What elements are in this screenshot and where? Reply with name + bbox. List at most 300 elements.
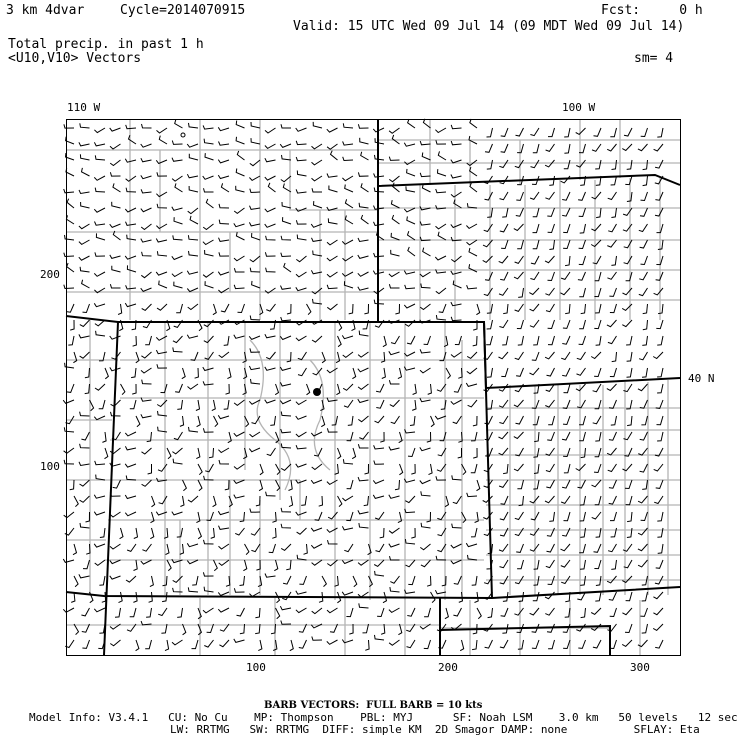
wind-barb	[427, 576, 431, 586]
wind-barb	[131, 368, 136, 378]
wind-barb	[451, 400, 462, 404]
wind-barb	[228, 432, 232, 443]
wind-barb	[610, 512, 617, 521]
wind-barb	[236, 186, 245, 192]
wind-barb	[205, 281, 214, 288]
wind-barb	[361, 215, 368, 224]
wind-barb	[95, 560, 105, 565]
wind-barb	[234, 639, 245, 643]
wind-barb	[287, 304, 291, 314]
wind-barb	[562, 480, 570, 488]
wind-barb	[110, 128, 121, 131]
wind-barb	[280, 144, 291, 147]
wind-barb	[213, 496, 216, 507]
wind-barb	[110, 512, 121, 517]
wind-barb	[343, 384, 353, 390]
wind-barb	[86, 544, 90, 554]
wind-barb	[188, 384, 199, 389]
wind-barb	[640, 240, 648, 248]
wind-barb	[655, 192, 663, 200]
wind-barb	[483, 496, 493, 502]
wind-barb	[625, 624, 632, 633]
wind-barb	[119, 592, 123, 603]
wind-barb	[533, 144, 539, 153]
wind-barb	[297, 528, 307, 534]
wind-barb	[312, 464, 322, 470]
wind-barb	[446, 368, 450, 379]
wind-barb	[580, 576, 585, 585]
wind-barb	[472, 640, 477, 650]
wind-barb	[576, 384, 586, 391]
wind-barb	[327, 480, 338, 484]
wind-barb	[142, 252, 152, 256]
wind-barb	[514, 224, 524, 231]
wind-barb	[500, 176, 508, 184]
wind-barb	[516, 416, 524, 424]
wind-barb	[290, 640, 294, 651]
wind-barb	[327, 144, 337, 149]
wind-barb	[345, 185, 353, 193]
wind-barb	[484, 224, 493, 232]
wind-barb	[85, 384, 90, 394]
wind-barb	[389, 544, 400, 547]
wind-barb	[344, 400, 353, 407]
wind-barb	[545, 288, 554, 295]
wind-barb	[94, 495, 105, 499]
wind-barb	[343, 256, 354, 261]
wind-barb	[312, 608, 322, 614]
wind-barb	[346, 608, 353, 617]
wind-barb	[219, 238, 230, 242]
wind-barb	[638, 144, 648, 151]
wind-barb	[296, 128, 307, 131]
wind-barb	[404, 479, 415, 483]
wind-barb	[157, 172, 167, 176]
wind-barb	[611, 560, 616, 569]
wind-barb	[345, 216, 353, 225]
wind-barb	[653, 592, 663, 599]
wind-barb	[177, 400, 182, 409]
wind-barb	[373, 495, 384, 499]
wind-barb	[265, 128, 276, 133]
wind-barb	[485, 192, 493, 200]
wind-barb	[204, 640, 213, 647]
wind-barb	[250, 160, 260, 166]
wind-barb	[623, 464, 633, 471]
wind-barb	[196, 400, 200, 411]
wind-barb	[211, 528, 215, 538]
wind-barb	[258, 640, 262, 651]
wind-barb	[374, 461, 384, 465]
wind-barb	[469, 264, 477, 272]
wind-barb	[627, 352, 632, 361]
wind-barb	[548, 640, 554, 649]
wind-barb	[451, 224, 462, 228]
wind-barb	[451, 317, 461, 321]
wind-barb	[187, 335, 198, 339]
wind-barb	[640, 400, 648, 408]
wind-barb	[237, 608, 245, 616]
wind-barb	[83, 304, 90, 313]
wind-barb	[563, 640, 570, 649]
wind-barb	[296, 287, 307, 290]
wind-barb	[175, 384, 182, 392]
wind-barb	[358, 172, 368, 176]
wind-barb	[420, 480, 431, 484]
wind-barb	[609, 496, 617, 504]
wind-barb	[625, 176, 632, 185]
wind-barb	[80, 123, 90, 128]
wind-barb	[142, 380, 152, 384]
forecast-hour: Fcst: 0 h	[601, 3, 703, 18]
wind-barb	[352, 448, 355, 459]
wind-barb	[172, 207, 183, 211]
wind-barb	[436, 288, 446, 294]
wind-barb	[516, 544, 523, 552]
wind-barb	[152, 496, 155, 507]
wind-barb	[546, 448, 555, 455]
wind-barb	[284, 263, 291, 272]
wind-barb	[327, 285, 337, 289]
wind-barb	[79, 190, 90, 194]
wind-barb	[243, 560, 246, 571]
wind-barb	[641, 192, 648, 201]
wind-barb	[533, 224, 540, 233]
wind-barb	[227, 368, 231, 379]
wind-barb	[408, 247, 415, 256]
wind-barb	[514, 272, 524, 279]
wind-barb	[267, 448, 276, 456]
wind-barb	[515, 160, 524, 168]
wind-barb	[405, 285, 415, 289]
map-frame	[67, 120, 681, 656]
wind-barb	[312, 637, 322, 641]
wind-barb	[189, 427, 199, 432]
wind-barb	[344, 281, 353, 288]
wind-barb	[172, 448, 182, 454]
wind-barb	[177, 608, 182, 617]
wind-barb	[452, 524, 462, 528]
valid-time: Valid: 15 UTC Wed 09 Jul 14 (09 MDT Wed 09 Jul 14)	[293, 19, 685, 34]
wind-barb	[642, 592, 648, 601]
wind-barb	[141, 239, 152, 243]
wind-barb	[190, 216, 198, 224]
wind-barb	[500, 224, 508, 232]
wind-barb	[238, 304, 245, 313]
wind-barb	[126, 222, 137, 226]
wind-barb	[640, 464, 648, 472]
wind-barb	[110, 255, 121, 259]
wind-barb	[530, 368, 540, 375]
wind-barb	[196, 448, 200, 459]
wind-barb	[485, 416, 493, 424]
wind-barb	[127, 265, 136, 272]
wind-barb	[203, 125, 213, 129]
wind-barb	[219, 220, 229, 224]
wind-barb	[281, 508, 291, 512]
wind-barb	[408, 119, 415, 128]
wind-barb	[126, 576, 136, 582]
wind-barb	[115, 608, 121, 617]
wind-barb	[376, 544, 385, 552]
wind-barb	[477, 480, 480, 491]
wind-barb	[407, 336, 415, 344]
wind-barb	[265, 224, 276, 227]
wind-barb	[643, 176, 648, 186]
wind-barb	[224, 336, 229, 345]
wind-barb	[105, 368, 108, 379]
wind-barb	[68, 336, 74, 345]
wind-barb	[514, 400, 524, 407]
wind-barb	[516, 368, 523, 376]
wind-barb	[265, 252, 275, 256]
wind-barb	[611, 208, 616, 218]
wind-barb	[204, 587, 213, 592]
wind-barb	[175, 120, 183, 128]
wind-barb	[624, 256, 632, 264]
wind-barb	[141, 272, 151, 278]
wind-barb	[657, 336, 663, 345]
wind-barb	[519, 496, 524, 506]
wind-barb	[593, 384, 601, 392]
wind-barb	[375, 571, 384, 576]
wind-barb	[389, 157, 399, 161]
wind-barb	[515, 352, 524, 360]
wind-barb	[250, 348, 260, 352]
wind-barb	[642, 624, 648, 633]
wind-barb	[189, 123, 199, 128]
wind-barb	[249, 222, 260, 226]
wind-barb	[189, 251, 199, 256]
wind-barb	[389, 528, 399, 533]
wind-barb	[594, 368, 601, 377]
wind-barb	[487, 128, 493, 137]
wind-barb	[312, 336, 322, 342]
wind-barb	[389, 284, 399, 288]
wind-barb	[404, 304, 415, 308]
wind-barb	[594, 128, 602, 136]
wind-barb	[517, 240, 523, 249]
wind-barb	[389, 128, 399, 133]
wind-barb	[580, 560, 586, 569]
wind-barb	[82, 280, 90, 288]
wind-barb	[595, 592, 601, 601]
wind-barb	[638, 384, 648, 391]
wind-barb	[638, 640, 648, 647]
wind-barb	[593, 416, 601, 424]
wind-barb	[641, 256, 648, 265]
wind-barb	[547, 544, 555, 552]
wind-barb	[126, 125, 136, 129]
wind-barb	[407, 608, 415, 616]
wind-barb	[95, 188, 105, 192]
wind-barb	[95, 222, 106, 226]
wind-barb	[626, 272, 632, 281]
wind-barb	[375, 635, 385, 640]
wind-barb	[256, 496, 260, 506]
wind-barb	[561, 560, 570, 567]
wind-barb	[173, 336, 183, 343]
wind-barb	[218, 272, 229, 275]
wind-barb	[259, 480, 262, 491]
wind-barb	[226, 576, 230, 586]
wind-barb	[218, 415, 229, 418]
wind-barb	[610, 128, 616, 137]
wind-barb	[499, 352, 509, 359]
wind-barb	[547, 528, 555, 536]
wind-barb	[150, 576, 154, 587]
wind-barb	[365, 464, 369, 474]
wind-barb	[125, 512, 136, 516]
wind-barb	[118, 304, 122, 315]
wind-barb	[391, 200, 399, 208]
wind-barb	[110, 493, 120, 497]
wind-barb	[499, 480, 508, 487]
wind-barb	[156, 239, 167, 243]
wind-barb	[281, 124, 291, 128]
wind-barb	[329, 186, 338, 193]
wind-barb	[240, 576, 245, 586]
wind-barb	[180, 496, 184, 507]
wind-barb	[281, 621, 291, 625]
wind-barb	[64, 189, 74, 193]
wind-barb	[234, 588, 244, 592]
wind-barb	[314, 201, 323, 208]
wind-barb	[607, 384, 617, 391]
y-tick-100: 100	[40, 460, 60, 473]
wind-barb	[609, 288, 616, 296]
wind-barb	[126, 476, 136, 481]
wind-barb	[500, 272, 508, 280]
wind-barb	[81, 432, 89, 440]
wind-barb	[79, 462, 90, 466]
wind-barb	[172, 158, 183, 162]
wind-barb	[609, 592, 617, 600]
wind-barb	[352, 368, 355, 379]
wind-barb	[596, 576, 601, 586]
wind-barb	[594, 464, 601, 473]
wind-barb	[173, 459, 182, 464]
wind-barb	[275, 384, 278, 395]
wind-barb	[67, 384, 74, 392]
wind-barb	[176, 304, 182, 313]
wind-barb	[518, 336, 524, 345]
wind-barb	[516, 128, 524, 136]
wind-barb	[95, 461, 105, 465]
wind-barb	[312, 176, 323, 181]
wind-barb	[299, 576, 306, 584]
wind-barb	[643, 304, 648, 314]
wind-barb	[591, 224, 601, 231]
wind-barb	[626, 496, 632, 505]
wind-barb	[485, 144, 493, 152]
wind-barb	[404, 367, 415, 371]
wind-barb	[455, 336, 462, 345]
wind-barb	[499, 544, 508, 551]
wind-barb	[591, 608, 601, 614]
wind-barb	[471, 528, 477, 537]
wind-barb	[203, 176, 214, 179]
wind-barb	[407, 216, 415, 224]
wind-barb	[353, 576, 357, 587]
wind-barb	[420, 304, 430, 310]
wind-barb	[578, 192, 585, 200]
wind-barb	[281, 464, 291, 470]
wind-barb	[518, 640, 524, 649]
wind-barb	[218, 511, 229, 514]
wind-barb	[338, 496, 342, 507]
wind-barb	[484, 288, 493, 296]
wind-barb	[63, 559, 74, 562]
wind-barb	[67, 199, 74, 208]
wind-barb	[136, 640, 139, 651]
wind-barb	[641, 416, 647, 425]
wind-barb	[66, 215, 74, 224]
wind-barb	[473, 336, 477, 346]
wind-barb	[265, 176, 276, 180]
wind-barb	[358, 384, 368, 389]
wind-barb	[361, 183, 369, 192]
wind-barb	[205, 153, 214, 160]
wind-barb	[390, 400, 400, 407]
wind-barb	[289, 496, 293, 507]
wind-barb	[413, 384, 417, 395]
wind-barb	[234, 223, 245, 226]
wind-barb	[501, 240, 508, 249]
wind-barb	[380, 528, 384, 538]
wind-barb	[174, 282, 183, 288]
wind-barb	[219, 560, 229, 565]
wind-barb	[296, 336, 307, 341]
wind-barb	[141, 158, 152, 162]
wind-barb	[130, 400, 136, 409]
wind-barb	[638, 528, 647, 535]
wind-barb	[500, 192, 509, 200]
wind-barb	[564, 464, 570, 473]
wind-barb	[296, 591, 307, 595]
wind-barb	[342, 526, 353, 530]
wind-barb	[276, 464, 280, 475]
wind-barb	[266, 268, 276, 272]
wind-barb	[94, 544, 105, 547]
wind-barb	[343, 141, 353, 145]
wind-barb	[319, 496, 323, 506]
wind-barb	[142, 304, 152, 310]
wind-barb	[173, 235, 183, 240]
wind-barb	[321, 416, 324, 427]
wind-barb	[281, 524, 291, 528]
wind-barb	[283, 576, 291, 584]
wind-barb	[407, 169, 415, 176]
wind-barb	[420, 544, 430, 550]
wind-barb	[265, 158, 276, 162]
wind-barb	[422, 184, 430, 192]
wind-barb	[142, 124, 152, 128]
wind-barb	[548, 416, 554, 425]
wind-barb	[187, 174, 198, 178]
wind-barb	[530, 128, 539, 136]
wind-barb	[358, 399, 369, 402]
wind-barb	[134, 528, 138, 539]
wind-barb	[405, 429, 415, 433]
wind-barb	[592, 512, 601, 519]
wind-barb	[73, 544, 77, 555]
wind-barb	[172, 272, 183, 277]
wind-barb	[358, 477, 368, 481]
wind-barb	[307, 384, 310, 395]
wind-barb	[364, 304, 368, 314]
wind-barb	[276, 480, 280, 491]
